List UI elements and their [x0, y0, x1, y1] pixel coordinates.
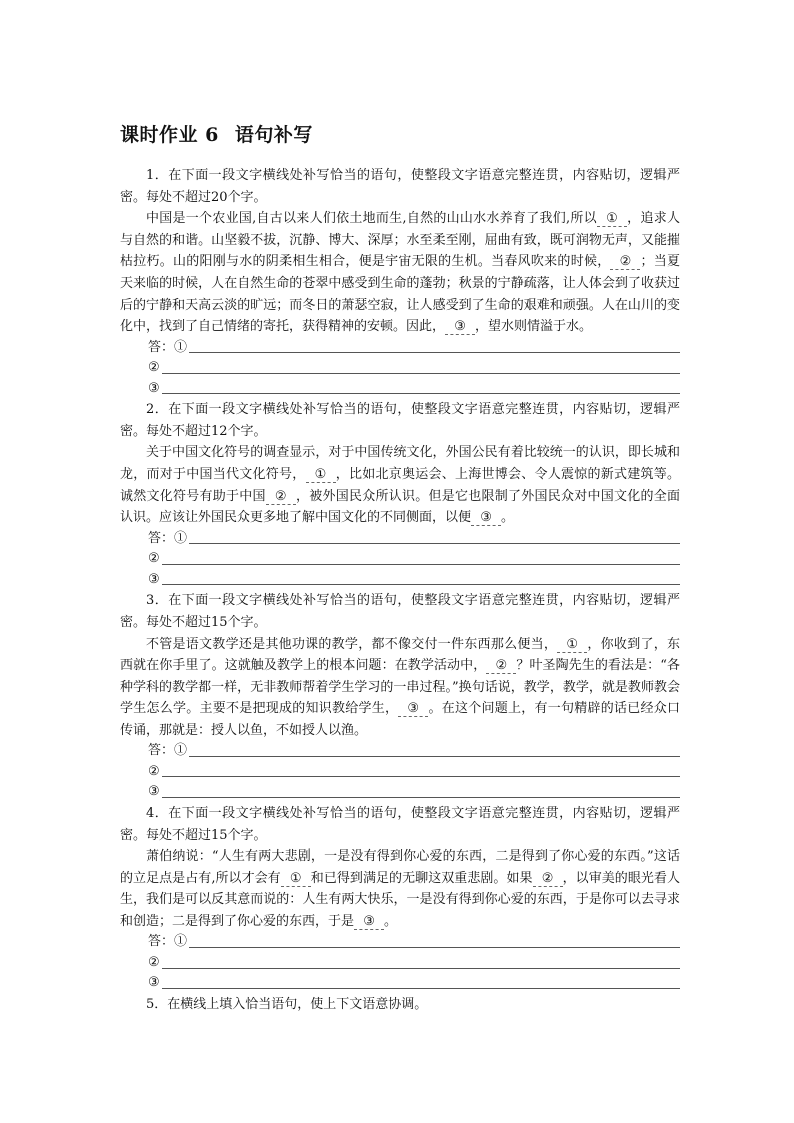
blank-1: ① — [306, 467, 336, 483]
question-1-passage: 中国是一个农业国,自古以来人们依土地而生,自然的山山水水养育了我们,所以 ① ，追求人与自然的和谐。山坚毅不拔，沉静、博大、深厚；水至柔至刚，屈曲有致，既可润物无声，又能摧枯拉朽。山的阳刚与水的阴柔相生相合，便是宇宙无限的生机。当春风吹来的时候， ② ；当夏天来临的时候，人在自然生命的苍翠中感受到生命的蓬勃；秋景的宁静疏落，让人体会到了收获过后的宁静和天高云淡的旷远；而冬日的萧瑟空寂，让人感受到了生命的艰难和顽强。人在山川的变化中，找到了自己情绪的寄托，获得精神的安顿。因此， ③ ，望水则情溢于水。 — [120, 211, 680, 335]
question-5 — [120, 994, 680, 1016]
question-5-prompt: 5．在横线上填入恰当语句，使上下文语意协调。 — [146, 997, 428, 1013]
blank-3: ③ — [354, 914, 384, 930]
answer-line-1[interactable]: 答：① — [120, 529, 680, 550]
title-topic: 语句补写 — [234, 124, 313, 146]
blank-1: ① — [597, 211, 627, 227]
question-3 — [120, 590, 680, 803]
blank-1: ① — [281, 871, 311, 887]
title-label: 课时作业 — [120, 124, 199, 146]
blank-2: ② — [610, 254, 640, 270]
answer-line-3[interactable]: ③ — [120, 974, 680, 995]
blank-2: ② — [533, 871, 563, 887]
answer-line-2[interactable]: ② — [120, 762, 680, 783]
answer-line-1[interactable]: 答：① — [120, 933, 680, 954]
blank-2: ② — [266, 489, 296, 505]
blank-1: ① — [557, 637, 587, 653]
blank-3: ③ — [471, 510, 501, 526]
blank-3: ③ — [445, 319, 475, 335]
answer-line-1[interactable]: 答：① — [120, 741, 680, 762]
answer-line-3[interactable]: ③ — [120, 782, 680, 803]
answer-line-2[interactable]: ② — [120, 953, 680, 974]
question-2 — [120, 399, 680, 590]
blank-2: ② — [486, 658, 516, 674]
question-1-prompt: 1．在下面一段文字横线处补写恰当的语句，使整段文字语意完整连贯，内容贴切，逻辑严密。每处不超过20个字。 — [120, 168, 680, 205]
worksheet-page — [120, 120, 680, 1016]
page-title — [120, 120, 680, 147]
answer-line-2[interactable]: ② — [120, 358, 680, 379]
question-1 — [120, 165, 680, 399]
blank-3: ③ — [398, 701, 428, 717]
answer-line-3[interactable]: ③ — [120, 570, 680, 591]
question-4-passage: 萧伯纳说：“人生有两大悲剧，一是没有得到你心爱的东西，二是得到了你心爱的东西。”这话的立足点是占有,所以才会有 ① 和已得到满足的无聊这双重悲剧。如果 ② ，以审美的眼光看人生，我们是可以反其意而说的：人生有两大快乐，一是没有得到你心爱的东西，于是你可以去寻求和创造；二是得到了你心爱的东西，于是 ③ 。 — [120, 849, 680, 929]
question-2-prompt: 2．在下面一段文字横线处补写恰当的语句，使整段文字语意完整连贯，内容贴切，逻辑严密。每处不超过12个字。 — [120, 402, 680, 439]
answer-line-3[interactable]: ③ — [120, 379, 680, 400]
title-number: 6 — [205, 124, 219, 146]
question-3-passage: 不管是语文教学还是其他功课的教学，都不像交付一件东西那么便当， ① ，你收到了，东西就在你手里了。这就触及教学上的根本问题：在教学活动中， ② ？叶圣陶先生的看法是：“各种学科的教学都一样，无非教师帮着学生学习的一串过程。”换句话说，教学，教学，就是教师教会学生怎么学。主要不是把现成的知识教给学生， ③ 。在这个问题上，有一句精辟的话已经众口传诵，那就是：授人以鱼，不如授人以渔。 — [120, 636, 680, 738]
question-4-prompt: 4．在下面一段文字横线处补写恰当的语句，使整段文字语意完整连贯，内容贴切，逻辑严密。每处不超过15个字。 — [120, 805, 680, 843]
question-4 — [120, 803, 680, 994]
answer-line-1[interactable]: 答：① — [120, 338, 680, 359]
question-3-prompt: 3．在下面一段文字横线处补写恰当的语句，使整段文字语意完整连贯，内容贴切，逻辑严密。每处不超过15个字。 — [120, 593, 680, 630]
answer-line-2[interactable]: ② — [120, 549, 680, 570]
question-2-passage: 关于中国文化符号的调查显示，对于中国传统文化，外国公民有着比较统一的认识，即长城和龙，而对于中国当代文化符号， ① ，比如北京奥运会、上海世博会、令人震惊的新式建筑等。诚然文化符号有助于中国 ② ，被外国民众所认识。但是它也限制了外国民众对中国文化的全面认识。应该让外国民众更多地了解中国文化的不同侧面，以便 ③ 。 — [120, 445, 680, 526]
